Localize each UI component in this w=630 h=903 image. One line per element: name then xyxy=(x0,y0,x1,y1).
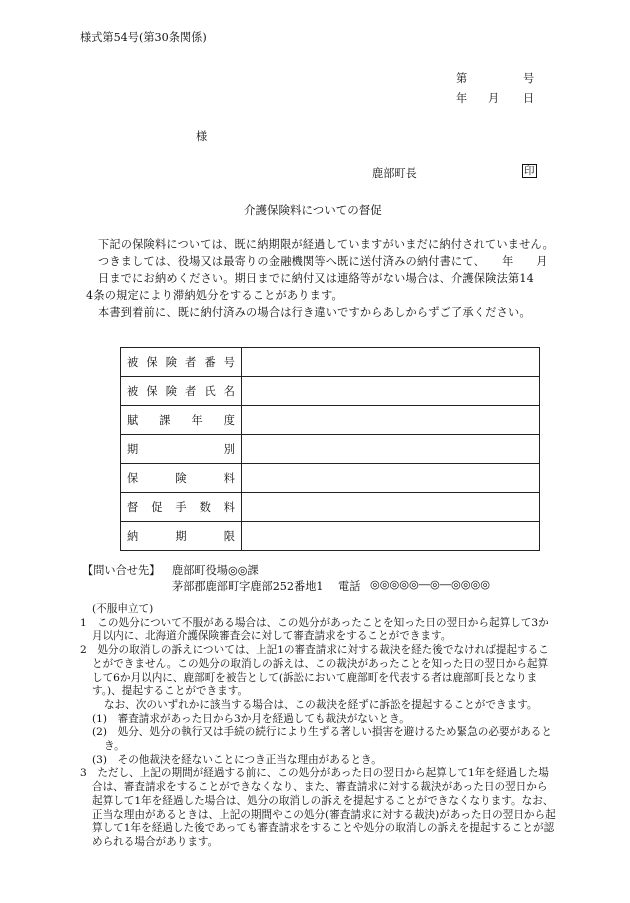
label-char: 督 xyxy=(127,501,139,514)
date-month: 月 xyxy=(488,92,500,105)
objection-case-2: (2) 処分、処分の執行又は手続の続行により生ずる著しい損害を避けるため緊急の必要があるとき。 xyxy=(92,726,552,753)
table-row xyxy=(121,348,540,377)
table-row xyxy=(121,406,540,435)
label-char: 氏 xyxy=(204,385,216,398)
objection-section xyxy=(80,603,556,850)
table-row xyxy=(121,377,540,406)
label-char: 賦 xyxy=(127,414,139,427)
label-char: 保 xyxy=(146,356,158,369)
label-char: 被 xyxy=(127,356,139,369)
label-char: 度 xyxy=(223,414,235,427)
label-char: 促 xyxy=(151,501,163,514)
label-char: 被 xyxy=(127,385,139,398)
form-number: 様式第54号(第30条関係) xyxy=(80,31,207,44)
contact-phone-label: 電話 xyxy=(338,580,361,593)
table-row xyxy=(121,522,540,551)
label-char: 番 xyxy=(204,356,216,369)
addressee-suffix: 様 xyxy=(196,130,208,143)
contact-office: 鹿部町役場◎◎課 xyxy=(172,564,259,577)
body-line: 下記の保険料については、既に納期限が経過していますがいまだに納付されていません。 xyxy=(98,238,554,251)
label-char: 保 xyxy=(146,385,158,398)
table-row xyxy=(121,493,540,522)
label-char: 険 xyxy=(165,385,177,398)
objection-case-3: (3) その他裁決を経ないことにつき正当な理由があるとき。 xyxy=(92,753,382,766)
row-value xyxy=(242,348,540,377)
contact-label: 【問い合せ先】 xyxy=(82,564,161,577)
row-label xyxy=(121,464,242,493)
label-char: 課 xyxy=(159,414,171,427)
table-row xyxy=(121,464,540,493)
label-char: 年 xyxy=(191,414,203,427)
objection-heading: (不服申立て) xyxy=(92,603,154,615)
label-char: 者 xyxy=(185,356,197,369)
contact-address: 茅部郡鹿部町字鹿部252番地1 xyxy=(172,580,324,593)
row-label xyxy=(121,522,242,551)
row-label xyxy=(121,377,242,406)
label-char: 名 xyxy=(223,385,235,398)
table-row xyxy=(121,435,540,464)
label-char: 保 xyxy=(127,472,139,485)
label-char: 険 xyxy=(175,472,187,485)
row-value xyxy=(242,406,540,435)
objection-note: なお、次のいずれかに該当する場合は、この裁決を経ずに訴訟を提起することができます。 xyxy=(104,698,538,711)
objection-item-1: 1 この処分について不服がある場合は、この処分があったことを知った日の翌日から起算して3か月以内に、北海道介護保険審査会に対して審査請求をすることができます。 xyxy=(80,616,549,643)
objection-item-3: 3 ただし、上記の期間が経過する前に、この処分があった日の翌日から起算して1年を経過した場合は、審査請求をすることができなくなり、また、審査請求に対する裁決があった日の翌日から起算して1年を経過した場合は、処分の取消しの訴えを提起することができなくなります。なお、正当な理由があるときは、上記の期間やこの処分(審査請求に対する裁決)があった日の翌日から起算して1年を経過した後であっても審査請求をすることや処分の取消しの訴えを提起することが認められる場合があります。 xyxy=(80,767,556,848)
row-value xyxy=(242,464,540,493)
date-year: 年 xyxy=(456,92,468,105)
body-line: 本書到着前に、既に納付済みの場合は行き違いですからあしからずご了承ください。 xyxy=(98,306,531,319)
body-line: 4条の規定により滞納処分をすることがあります。 xyxy=(86,289,343,302)
row-label xyxy=(121,435,242,464)
row-label xyxy=(121,406,242,435)
objection-item-2: 2 処分の取消しの訴えについては、上記1の審査請求に対する裁決を経た後でなければ提起することができません。この処分の取消しの訴えは、この裁決があったことを知った日の翌日から起算して6か月以内に、鹿部町を被告として(訴訟において鹿部町を代表する者は鹿部町長となります。)、提起することができます。 xyxy=(80,644,549,698)
objection-case-1: (1) 審査請求があった日から3か月を経過しても裁決がないとき。 xyxy=(92,712,410,725)
row-label xyxy=(121,493,242,522)
label-char: 期 xyxy=(127,443,139,456)
label-char: 号 xyxy=(223,356,235,369)
label-char: 納 xyxy=(127,530,139,543)
label-char: 者 xyxy=(185,385,197,398)
premium-info-table xyxy=(120,347,540,551)
seal-mark: 印 xyxy=(524,165,535,177)
row-value xyxy=(242,435,540,464)
label-char: 限 xyxy=(223,530,235,543)
body-line: つきましては、役場又は最寄りの金融機関等へ既に送付済みの納付書にて、 年 月 xyxy=(98,255,548,268)
contact-phone: ◎◎◎◎◎―◎―◎◎◎◎ xyxy=(370,578,490,591)
label-char: 料 xyxy=(223,472,235,485)
row-value xyxy=(242,522,540,551)
row-value xyxy=(242,377,540,406)
row-value xyxy=(242,493,540,522)
label-char: 期 xyxy=(175,530,187,543)
label-char: 険 xyxy=(165,356,177,369)
doc-number-prefix: 第 xyxy=(456,72,468,85)
body-text xyxy=(86,236,556,321)
label-char: 手 xyxy=(175,501,187,514)
doc-number-suffix: 号 xyxy=(523,72,535,85)
date-day: 日 xyxy=(523,92,535,105)
label-char: 料 xyxy=(223,501,235,514)
label-char: 数 xyxy=(199,501,211,514)
row-label xyxy=(121,348,242,377)
page-title: 介護保険料についての督促 xyxy=(244,203,382,217)
sender-name: 鹿部町長 xyxy=(372,167,417,180)
label-char: 別 xyxy=(223,443,235,456)
body-line: 日までにお納めください。期日までに納付又は連絡等がない場合は、介護保険法第14 xyxy=(98,272,534,285)
